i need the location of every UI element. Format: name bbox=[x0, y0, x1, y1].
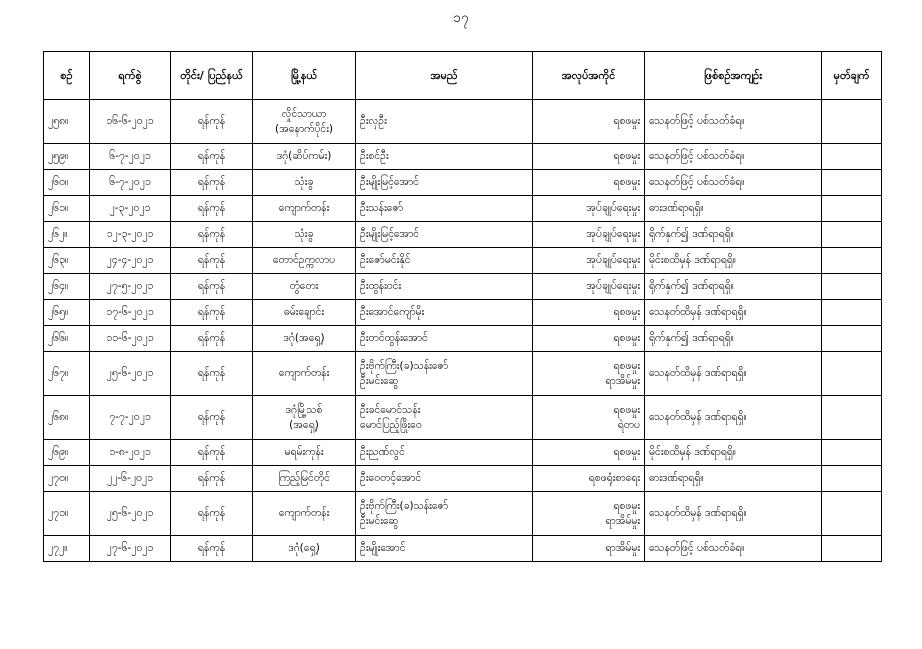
cell-occupation-line: ရစဖရုံးစာရေး bbox=[588, 472, 640, 484]
cell-serial: ၂၆၃။ bbox=[44, 248, 90, 274]
cell-township-line: တောင်ဥက္ကလာပ bbox=[272, 254, 336, 266]
cell-serial: ၂၆၀။ bbox=[44, 170, 90, 196]
page-number: ၁၇ bbox=[453, 10, 469, 26]
cell-date: ၂၅-၆-၂၀၂၁ bbox=[90, 492, 171, 536]
table-row bbox=[44, 440, 882, 466]
cell-remark bbox=[822, 144, 882, 170]
cell-township-line: ဒဂုံမြို့သစ် bbox=[285, 403, 323, 416]
cell-date: ၇-၇-၂၀၂၁ bbox=[90, 396, 171, 440]
table-row bbox=[44, 144, 882, 170]
cell-name-line: ဦးဗိုက်ကြီး(ခ)သန်းဇော် bbox=[360, 359, 449, 372]
cell-name bbox=[356, 222, 533, 248]
cell-name-line: ဦးမျိုးမြင့်အောင် bbox=[360, 228, 419, 240]
cell-occupation-line: ရစဖမှုး bbox=[613, 332, 640, 344]
cell-name-line: ဦးမျိုးမြင့်အောင် bbox=[360, 176, 419, 188]
table-row bbox=[44, 466, 882, 492]
cell-occupation-line: ရဲတပ bbox=[617, 418, 640, 431]
cell-occupation-line: ရစဖမှုး bbox=[613, 403, 640, 416]
cell-state: ရန်ကုန် bbox=[171, 274, 253, 300]
cell-serial: ၂၆၇။ bbox=[44, 352, 90, 396]
cell-name-line: ဦးညဏ်လွင် bbox=[360, 446, 405, 458]
cell-remark bbox=[822, 222, 882, 248]
cell-township-line: ကျောက်တန်း bbox=[278, 507, 330, 519]
cell-township-line: ကျောက်တန်း bbox=[278, 202, 330, 214]
cell-name-line: ဦးသန်းဇော် bbox=[360, 202, 404, 214]
header-state: တိုင်း/ ပြည်နယ် bbox=[171, 52, 253, 100]
cell-name bbox=[356, 492, 533, 536]
cell-serial: ၂၅၉။ bbox=[44, 144, 90, 170]
cell-township-line: သုံးခွ bbox=[294, 228, 314, 240]
cell-date: ၂၅-၆-၂၀၂၁ bbox=[90, 352, 171, 396]
cell-township bbox=[253, 274, 356, 300]
cell-date: ၁၂-၃-၂၀၂၁ bbox=[90, 222, 171, 248]
table-row bbox=[44, 326, 882, 352]
cell-incident: ရိုက်နှက်၍ ဒဏ်ရာရရှိ။ bbox=[645, 274, 822, 300]
cell-incident: သေနတ်ထိမှန် ဒဏ်ရာရရှိ။ bbox=[645, 352, 822, 396]
cell-name-line: ဦးဗိုက်ကြီး(ခ)သန်းဇော် bbox=[360, 499, 449, 512]
cell-state: ရန်ကုန် bbox=[171, 300, 253, 326]
cell-occupation bbox=[533, 274, 645, 300]
cell-date: ၂၇-၅-၂၀၂၁ bbox=[90, 274, 171, 300]
cell-incident: ဓားဒဏ်ရာရရှိ။ bbox=[645, 196, 822, 222]
cell-serial: ၂၆၁။ bbox=[44, 196, 90, 222]
cell-occupation-line: ရာအိမ်မှုး bbox=[605, 542, 640, 554]
cell-state: ရန်ကုန် bbox=[171, 100, 253, 144]
cell-occupation-line: အုပ်ချုပ်ရေးမှုး bbox=[586, 202, 640, 214]
cell-date: ၂၄-၄-၂၀၂၁ bbox=[90, 248, 171, 274]
cell-township-line: ဓမ်းချောင်း bbox=[283, 306, 325, 318]
cell-serial: ၂၆၆။ bbox=[44, 326, 90, 352]
cell-date: ၁၆-၆-၂၀၂၁ bbox=[90, 100, 171, 144]
incident-table bbox=[43, 51, 882, 562]
cell-name bbox=[356, 326, 533, 352]
cell-township bbox=[253, 100, 356, 144]
cell-state: ရန်ကုန် bbox=[171, 536, 253, 562]
cell-occupation bbox=[533, 100, 645, 144]
cell-name-line: ဦးအောင်ကျော်မိုး bbox=[360, 306, 425, 318]
header-remark: မှတ်ချက် bbox=[822, 52, 882, 100]
cell-township-line: သုံးခွ bbox=[294, 176, 314, 188]
cell-name bbox=[356, 536, 533, 562]
header-serial: စဉ် bbox=[44, 52, 90, 100]
cell-serial: ၂၇၁။ bbox=[44, 492, 90, 536]
cell-state: ရန်ကုန် bbox=[171, 144, 253, 170]
cell-date: ၂-၃-၂၀၂၁ bbox=[90, 196, 171, 222]
cell-occupation bbox=[533, 170, 645, 196]
cell-remark bbox=[822, 440, 882, 466]
cell-incident: သေနတ်ထိမှန် ဒဏ်ရာရရှိ။ bbox=[645, 396, 822, 440]
cell-serial: ၂၆၂။ bbox=[44, 222, 90, 248]
cell-occupation-line: ရာအိမ်မှုး bbox=[605, 374, 640, 387]
cell-date: ၂၇-၆-၂၀၂၁ bbox=[90, 536, 171, 562]
cell-name bbox=[356, 196, 533, 222]
cell-township-line: ဒဂုံ(အရှေ့) bbox=[283, 332, 325, 344]
cell-date: ၁-၈-၂၀၂၁ bbox=[90, 440, 171, 466]
cell-occupation bbox=[533, 440, 645, 466]
cell-serial: ၂၆၉။ bbox=[44, 440, 90, 466]
cell-remark bbox=[822, 300, 882, 326]
cell-occupation-line: ရစဖမှုး bbox=[613, 359, 640, 372]
table-row bbox=[44, 170, 882, 196]
cell-incident: သေနတ်ဖြင့် ပစ်သတ်ခံရ။ bbox=[645, 144, 822, 170]
header-name: အမည် bbox=[356, 52, 533, 100]
cell-state: ရန်ကုန် bbox=[171, 196, 253, 222]
cell-incident: ဓားဒဏ်ရာရရှိ။ bbox=[645, 466, 822, 492]
cell-date: ၆-၇-၂၀၂၁ bbox=[90, 144, 171, 170]
cell-occupation-line: ရစဖမှုး bbox=[613, 150, 640, 162]
table-row bbox=[44, 300, 882, 326]
cell-occupation bbox=[533, 248, 645, 274]
cell-township bbox=[253, 396, 356, 440]
cell-occupation-line: ရစဖမှုး bbox=[613, 176, 640, 188]
table-row bbox=[44, 492, 882, 536]
cell-incident: ရိုက်နှက်၍ ဒဏ်ရာရရှိ။ bbox=[645, 326, 822, 352]
cell-remark bbox=[822, 196, 882, 222]
cell-occupation-line: ရစဖမှုး bbox=[613, 306, 640, 318]
cell-state: ရန်ကုန် bbox=[171, 248, 253, 274]
cell-date: ၂၂-၆-၂၀၂၁ bbox=[90, 466, 171, 492]
cell-township-line: လှိုင်သာယာ bbox=[281, 107, 327, 120]
cell-township bbox=[253, 248, 356, 274]
table-row bbox=[44, 352, 882, 396]
cell-state: ရန်ကုန် bbox=[171, 492, 253, 536]
cell-serial: ၂၇၂။ bbox=[44, 536, 90, 562]
cell-township-line: (အနောက်ပိုင်း) bbox=[274, 122, 334, 135]
header-date: ရက်စွဲ bbox=[90, 52, 171, 100]
cell-occupation-line: ရစဖမှုး bbox=[613, 115, 640, 127]
cell-occupation bbox=[533, 144, 645, 170]
cell-name bbox=[356, 100, 533, 144]
header-row bbox=[44, 52, 882, 100]
table-row bbox=[44, 222, 882, 248]
cell-township-line: ကြည့်မြင်တိုင် bbox=[278, 472, 330, 484]
cell-name-line: ဦးထွန်းဝင်း bbox=[360, 280, 402, 292]
cell-remark bbox=[822, 100, 882, 144]
header-occupation: အလုပ်အကိုင် bbox=[533, 52, 645, 100]
cell-name-line: ဦးမင်းဆွေ bbox=[360, 514, 399, 527]
cell-name-line: မောင်ပြည့်ဖြိုးဝေ bbox=[360, 418, 422, 431]
cell-remark bbox=[822, 274, 882, 300]
cell-name bbox=[356, 170, 533, 196]
cell-remark bbox=[822, 170, 882, 196]
cell-state: ရန်ကုန် bbox=[171, 352, 253, 396]
cell-serial: ၂၆၄။ bbox=[44, 274, 90, 300]
cell-township bbox=[253, 300, 356, 326]
cell-name-line: ဦးလှဦး bbox=[360, 115, 387, 127]
cell-serial: ၂၇၀။ bbox=[44, 466, 90, 492]
cell-name bbox=[356, 352, 533, 396]
cell-occupation bbox=[533, 352, 645, 396]
cell-date: ၆-၇-၂၀၂၁ bbox=[90, 170, 171, 196]
cell-occupation bbox=[533, 536, 645, 562]
cell-state: ရန်ကုန် bbox=[171, 396, 253, 440]
cell-occupation-line: ရစဖမှုး bbox=[613, 446, 640, 458]
cell-township bbox=[253, 440, 356, 466]
cell-township bbox=[253, 492, 356, 536]
cell-name-line: ဦးတင်ထွန်းအောင် bbox=[360, 332, 428, 344]
table-row bbox=[44, 536, 882, 562]
header-incident: ဖြစ်စဉ်အကျဉ်း bbox=[645, 52, 822, 100]
cell-occupation bbox=[533, 196, 645, 222]
cell-occupation-line: ရစဖမှုး bbox=[613, 499, 640, 512]
cell-name-line: ဦးဝေတင့်အောင် bbox=[360, 472, 422, 484]
cell-remark bbox=[822, 352, 882, 396]
cell-township-line: ဒဂုံ(ဆိပ်ကမ်း) bbox=[276, 150, 332, 162]
cell-township bbox=[253, 196, 356, 222]
cell-name-line: ဦးခင်မောင်သန်း bbox=[360, 403, 421, 416]
table-row bbox=[44, 274, 882, 300]
cell-serial: ၂၅၈။ bbox=[44, 100, 90, 144]
cell-name-line: ဦးမင်းဆွေ bbox=[360, 374, 399, 387]
cell-serial: ၂၆၅။ bbox=[44, 300, 90, 326]
cell-state: ရန်ကုန် bbox=[171, 222, 253, 248]
cell-name bbox=[356, 144, 533, 170]
cell-incident: သေနတ်ထိမှန် ဒဏ်ရာရရှိ။ bbox=[645, 300, 822, 326]
cell-township bbox=[253, 352, 356, 396]
cell-township bbox=[253, 466, 356, 492]
table-row bbox=[44, 100, 882, 144]
cell-serial: ၂၆၈။ bbox=[44, 396, 90, 440]
cell-township bbox=[253, 170, 356, 196]
cell-state: ရန်ကုန် bbox=[171, 466, 253, 492]
cell-occupation bbox=[533, 222, 645, 248]
cell-township bbox=[253, 144, 356, 170]
table-header bbox=[44, 52, 882, 100]
cell-name bbox=[356, 300, 533, 326]
table-row bbox=[44, 196, 882, 222]
cell-incident: သေနတ်ဖြင့် ပစ်သတ်ခံရ။ bbox=[645, 170, 822, 196]
cell-name-line: ဦးမျိုးအောင် bbox=[360, 542, 406, 554]
cell-occupation-line: အုပ်ချုပ်ရေးမှုး bbox=[586, 228, 640, 240]
cell-state: ရန်ကုန် bbox=[171, 440, 253, 466]
cell-name-line: ဦးစင်ဦး bbox=[360, 150, 389, 162]
cell-incident: သေနတ်ထိမှန် ဒဏ်ရာရရှိ။ bbox=[645, 492, 822, 536]
cell-incident: သေနတ်ဖြင့် ပစ်သတ်ခံရ။ bbox=[645, 100, 822, 144]
cell-occupation-line: ရာအိမ်မှုး bbox=[605, 514, 640, 527]
cell-occupation bbox=[533, 300, 645, 326]
cell-township-line: (အရှေ့) bbox=[289, 418, 319, 431]
table-body bbox=[44, 100, 882, 562]
cell-township bbox=[253, 326, 356, 352]
cell-date: ၁၇-၆-၂၀၂၁ bbox=[90, 300, 171, 326]
cell-township-line: တွံတေး bbox=[289, 280, 319, 292]
cell-incident: ရိုက်နှက်၍ ဒဏ်ရာရရှိ။ bbox=[645, 222, 822, 248]
cell-incident: မိုင်းစထိမှန် ဒဏ်ရာရရှိ။ bbox=[645, 248, 822, 274]
cell-occupation-line: အုပ်ချုပ်ရေးမှုး bbox=[586, 254, 640, 266]
cell-name bbox=[356, 274, 533, 300]
cell-township-line: မရမ်းကုန်း bbox=[284, 446, 324, 458]
cell-township-line: ကျောက်တန်း bbox=[278, 367, 330, 379]
header-township: မြို့နယ် bbox=[253, 52, 356, 100]
cell-occupation bbox=[533, 492, 645, 536]
cell-name bbox=[356, 396, 533, 440]
cell-township bbox=[253, 222, 356, 248]
cell-date: ၁၁-၆-၂၀၂၁ bbox=[90, 326, 171, 352]
cell-remark bbox=[822, 492, 882, 536]
cell-incident: မိုင်းစထိမှန် ဒဏ်ရာရရှိ။ bbox=[645, 440, 822, 466]
cell-remark bbox=[822, 326, 882, 352]
cell-name bbox=[356, 248, 533, 274]
cell-occupation-line: အုပ်ချုပ်ရေးမှုး bbox=[586, 280, 640, 292]
cell-remark bbox=[822, 466, 882, 492]
table-row bbox=[44, 396, 882, 440]
cell-name-line: ဦးဇော်မင်းနိုင် bbox=[360, 254, 411, 266]
cell-remark bbox=[822, 248, 882, 274]
cell-name bbox=[356, 440, 533, 466]
cell-remark bbox=[822, 536, 882, 562]
cell-occupation bbox=[533, 466, 645, 492]
cell-township bbox=[253, 536, 356, 562]
cell-state: ရန်ကုန် bbox=[171, 170, 253, 196]
cell-occupation bbox=[533, 326, 645, 352]
cell-township-line: ဒဂုံ(ရှေ့) bbox=[288, 542, 320, 554]
cell-remark bbox=[822, 396, 882, 440]
cell-name bbox=[356, 466, 533, 492]
cell-occupation bbox=[533, 396, 645, 440]
table-row bbox=[44, 248, 882, 274]
cell-incident: သေနတ်ဖြင့် ပစ်သတ်ခံရ။ bbox=[645, 536, 822, 562]
cell-state: ရန်ကုန် bbox=[171, 326, 253, 352]
